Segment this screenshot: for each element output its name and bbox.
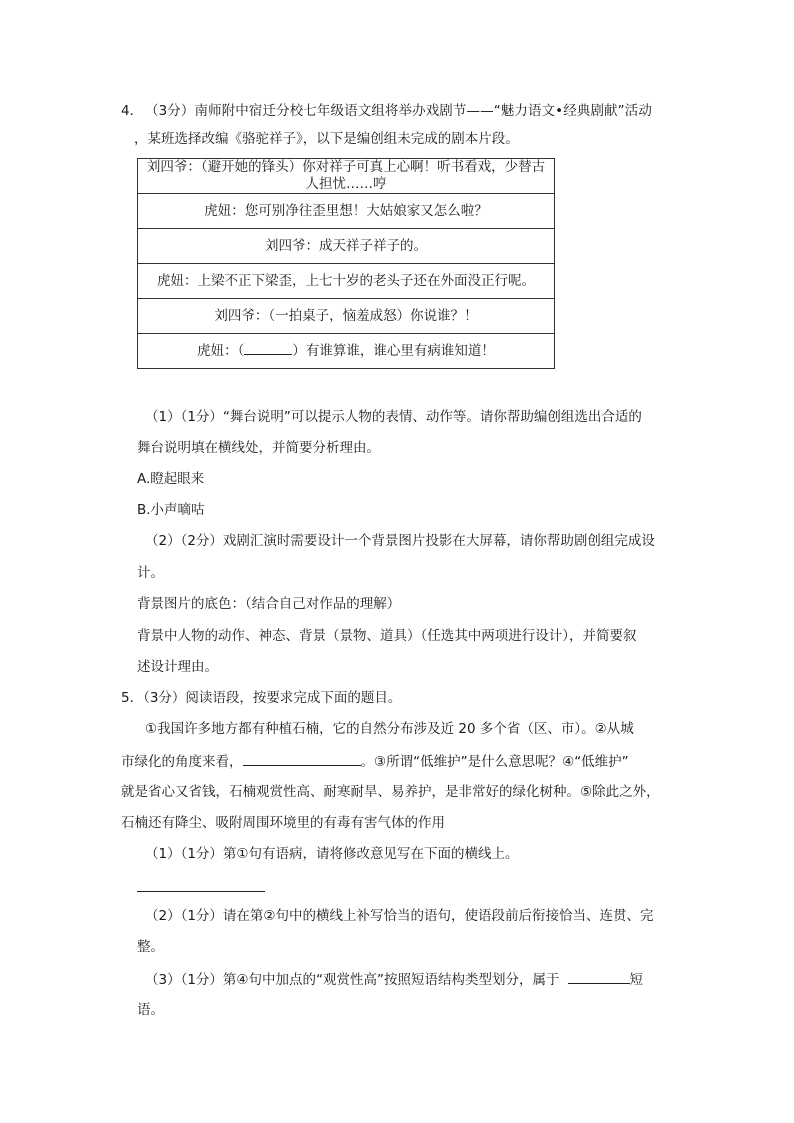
script-line: 虎妞：您可别净往歪里想！大姑娘家又怎么啦？: [138, 194, 555, 229]
script-line: [138, 159, 555, 194]
script-row: [138, 159, 555, 194]
script-row: [138, 334, 555, 369]
script-line: 刘四爷：（一拍桌子，恼羞成怒）你说谁？！: [138, 299, 555, 334]
q5-passage-line4: 石楠还有降尘、吸附周围环境里的有毒有害气体的作用: [121, 815, 445, 831]
script-line: 虎妞：上梁不正下梁歪，上七十岁的老头子还在外面没正行呢。: [138, 264, 555, 299]
q5-sub3-line2: 语。: [137, 1002, 164, 1018]
q4-number: 4．: [121, 103, 144, 119]
question-text: （3）（1分）第④句中加点的“观赏性高”按照短语结构类型划分，属于: [145, 972, 560, 988]
script-row: [138, 299, 555, 334]
q5-sub2-line1: （2）（1分）请在第②句中的横线上补写恰当的语句，使语段前后衔接恰当、连贯、完: [145, 908, 654, 924]
script-table: [137, 158, 555, 369]
script-row: [138, 194, 555, 229]
q5-sub2-line2: 整。: [137, 939, 164, 955]
option-b: B.小声嘀咕: [137, 502, 205, 518]
question-text: 短: [629, 972, 644, 988]
q4-sub2-line2: 计。: [137, 565, 164, 581]
script-row: [138, 229, 555, 264]
script-row: [138, 264, 555, 299]
answer-blank[interactable]: [243, 751, 361, 766]
q5-sub1: （1）（1分）第①句有语病，请将修改意见写在下面的横线上。: [145, 846, 519, 862]
q4-stem-line1: （3分）南师附中宿迁分校七年级语文组将举办戏剧节——“魅力语文•经典剧献”活动: [145, 103, 652, 119]
q4-stem-line2: ，某班选择改编《骆驼祥子》，以下是编创组未完成的剧本片段。: [134, 131, 519, 147]
answer-blank[interactable]: [568, 969, 630, 984]
q5-passage-line1: ①我国许多地方都有种植石楠，它的自然分布涉及近 20 多个省（区、市）。②从城: [145, 721, 634, 737]
script-line-text: ）有谁算谁，谁心里有病谁知道！: [292, 343, 495, 359]
q4-sub2-line4: 背景中人物的动作、神态、背景（景物、道具）（任选其中两项进行设计），并简要叙: [137, 628, 637, 644]
option-a: A.瞪起眼来: [137, 471, 205, 487]
q5-sub3-line1: [145, 969, 643, 989]
answer-line[interactable]: [137, 891, 265, 892]
q4-sub1-line1: （1）（1分）“舞台说明”可以提示人物的表情、动作等。请你帮助编创组选出合适的: [145, 409, 642, 425]
q5-passage-line3: 就是省心又省钱，石楠观赏性高、耐寒耐旱、易养护，是非常好的绿化树种。⑤除此之外，: [121, 784, 660, 800]
q4-sub2-line1: （2）（2分）戏剧汇演时需要设计一个背景图片投影在大屏幕，请你帮助剧创组完成设: [145, 533, 655, 549]
q5-stem: 5．（3分）阅读语段，按要求完成下面的题目。: [121, 690, 402, 706]
script-line-text: 刘四爷：（避开她的锋头）你对祥子可真上心啊！听书看戏，少替古: [146, 159, 546, 175]
passage-text: 市绿化的角度来看，: [121, 754, 243, 770]
script-line-text: 人担忧……哼: [305, 176, 387, 192]
answer-blank[interactable]: [244, 340, 292, 355]
script-line-text: 虎妞：（: [197, 343, 245, 359]
q4-sub2-line3: 背景图片的底色：（结合自己对作品的理解）: [137, 596, 401, 612]
passage-text: 。③所谓“低维护”是什么意思呢？④“低维护”: [360, 754, 629, 770]
script-line: 刘四爷：成天祥子祥子的。: [138, 229, 555, 264]
q4-sub2-line5: 述设计理由。: [137, 659, 218, 675]
q5-passage-line2: [121, 751, 629, 771]
script-line: [138, 334, 555, 369]
q4-sub1-line2: 舞台说明填在横线处，并简要分析理由。: [137, 440, 380, 456]
